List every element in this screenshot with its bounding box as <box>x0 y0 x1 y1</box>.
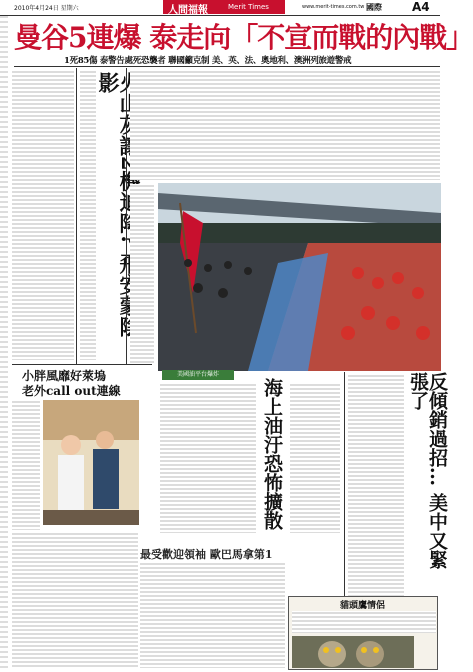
page-number: A4 <box>412 0 430 14</box>
dumping-title: 反傾銷過招… 美中又緊張了 <box>407 372 448 569</box>
owl-photo <box>292 636 414 668</box>
bear-title-line1: 小胖風靡好萊塢 <box>22 369 107 383</box>
obama-body <box>140 562 285 668</box>
section-name: 國際 <box>366 3 382 12</box>
main-headline: 曼谷5連爆 泰走向「不宣而戰的內戰」 <box>14 21 473 54</box>
newspaper-logo-en: Merit Times <box>228 3 269 11</box>
website-url: www.merit-times.com.tw <box>302 4 365 10</box>
page-edge-strip <box>0 16 8 671</box>
protest-photo-image <box>158 183 441 371</box>
oil-body-right <box>290 383 340 533</box>
dumping-body <box>348 374 404 596</box>
issue-date: 2010年4月24日 星期六 <box>14 5 79 12</box>
article-body-main-left <box>12 70 74 360</box>
divider <box>76 68 77 364</box>
bear-photo <box>43 400 139 525</box>
owl-photo-image <box>292 636 414 668</box>
oil-title: 海上油汙恐怖擴散 <box>261 378 283 530</box>
volcano-body <box>80 70 96 360</box>
bear-photo-image <box>43 400 139 525</box>
oil-body <box>160 383 256 533</box>
oil-story-tag: 美國油平台爆炸 <box>162 370 234 380</box>
bear-body <box>12 532 138 668</box>
divider <box>126 68 127 364</box>
protest-photo <box>158 183 441 371</box>
divider <box>344 372 345 598</box>
article-body-main <box>130 70 440 180</box>
divider <box>14 66 440 67</box>
bear-caption <box>12 400 40 530</box>
main-subhead: 1死85傷 泰警告處死恐襲者 聯國籲克制 美、英、法、奧地利、澳洲列旅遊警戒 <box>64 56 352 66</box>
divider <box>12 364 152 365</box>
owl-box-title: 貓頭鷹情侶 <box>340 601 386 611</box>
volcano-title: 影 <box>96 72 121 93</box>
obama-title: 最受歡迎領袖 歐巴馬拿第1 <box>140 548 273 561</box>
newspaper-logo: 人間福報 <box>168 5 208 16</box>
owl-box-text <box>292 611 436 633</box>
photo-caption <box>130 184 154 364</box>
bear-title-line2: 老外call out連線 <box>22 384 121 398</box>
